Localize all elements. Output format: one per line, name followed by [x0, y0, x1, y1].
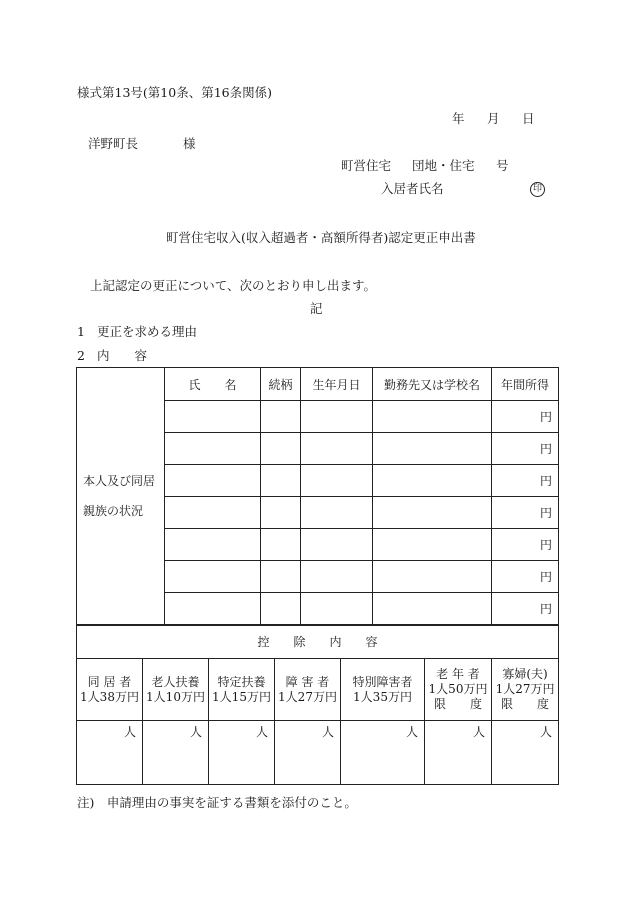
relation-cell[interactable] — [261, 561, 301, 593]
footnote: 注) 申請理由の事実を証する書類を添付のこと。 — [77, 795, 357, 810]
relation-cell[interactable] — [261, 529, 301, 561]
addressee: 洋野町長 — [88, 136, 139, 151]
header-birthdate: 生年月日 — [301, 368, 373, 401]
date-year-label: 年 — [452, 111, 465, 126]
birthdate-cell[interactable] — [301, 593, 373, 625]
deduction-elderly-dependent: 老人扶養 1人10万円 — [143, 659, 209, 721]
ki-label: 記 — [310, 301, 323, 316]
date-day-label: 日 — [522, 111, 535, 126]
section-2: 2 内 容 — [77, 348, 147, 363]
workplace-cell[interactable] — [373, 593, 492, 625]
birthdate-cell[interactable] — [301, 433, 373, 465]
relation-cell[interactable] — [261, 593, 301, 625]
header-workplace: 勤務先又は学校名 — [373, 368, 492, 401]
deduction-count-row — [77, 721, 559, 785]
name-cell[interactable] — [165, 561, 261, 593]
deduction-table — [76, 625, 559, 785]
workplace-cell[interactable] — [373, 497, 492, 529]
income-cell[interactable]: 円 — [492, 497, 559, 529]
name-cell[interactable] — [165, 529, 261, 561]
date-month-label: 月 — [487, 111, 500, 126]
intro-text: 上記認定の更正について、次のとおり申し出ます。 — [90, 278, 377, 293]
count-cell[interactable]: 人 — [77, 721, 143, 785]
income-cell[interactable]: 円 — [492, 401, 559, 433]
income-cell[interactable]: 円 — [492, 593, 559, 625]
document-title: 町営住宅収入(収入超過者・高額所得者)認定更正申出書 — [166, 230, 476, 245]
count-cell[interactable]: 人 — [425, 721, 492, 785]
deduction-specific-dependent: 特定扶養 1人15万円 — [209, 659, 275, 721]
name-cell[interactable] — [165, 433, 261, 465]
resident-name-label: 入居者氏名 — [381, 181, 444, 196]
name-cell[interactable] — [165, 593, 261, 625]
workplace-cell[interactable] — [373, 433, 492, 465]
addressee-suffix: 様 — [183, 136, 196, 151]
relation-cell[interactable] — [261, 401, 301, 433]
header-name: 氏 名 — [165, 368, 261, 401]
name-cell[interactable] — [165, 465, 261, 497]
income-cell[interactable]: 円 — [492, 465, 559, 497]
income-cell[interactable]: 円 — [492, 529, 559, 561]
seal-mark: 印 — [530, 179, 545, 197]
deduction-widow: 寡婦(夫) 1人27万円 限 度 — [492, 659, 559, 721]
workplace-cell[interactable] — [373, 561, 492, 593]
count-cell[interactable]: 人 — [209, 721, 275, 785]
housing-number: 号 — [496, 158, 509, 173]
birthdate-cell[interactable] — [301, 401, 373, 433]
housing-label: 町営住宅 — [341, 158, 392, 173]
name-cell[interactable] — [165, 401, 261, 433]
deduction-aged: 老 年 者 1人50万円 限 度 — [425, 659, 492, 721]
name-cell[interactable] — [165, 497, 261, 529]
section-1: 1 更正を求める理由 — [77, 324, 197, 339]
income-cell[interactable]: 円 — [492, 561, 559, 593]
housing-complex: 団地・住宅 — [412, 158, 475, 173]
household-row-label: 本人及び同居 親族の状況 — [77, 368, 165, 625]
count-cell[interactable]: 人 — [275, 721, 341, 785]
workplace-cell[interactable] — [373, 465, 492, 497]
household-table — [76, 367, 559, 625]
header-annual-income: 年間所得 — [492, 368, 559, 401]
deduction-disabled: 障 害 者 1人27万円 — [275, 659, 341, 721]
deduction-cohabitant: 同 居 者 1人38万円 — [77, 659, 143, 721]
workplace-cell[interactable] — [373, 529, 492, 561]
relation-cell[interactable] — [261, 433, 301, 465]
birthdate-cell[interactable] — [301, 529, 373, 561]
deduction-title: 控 除 内 容 — [77, 626, 559, 659]
count-cell[interactable]: 人 — [143, 721, 209, 785]
relation-cell[interactable] — [261, 465, 301, 497]
birthdate-cell[interactable] — [301, 465, 373, 497]
birthdate-cell[interactable] — [301, 497, 373, 529]
count-cell[interactable]: 人 — [492, 721, 559, 785]
income-cell[interactable]: 円 — [492, 433, 559, 465]
deduction-special-disabled: 特別障害者 1人35万円 — [341, 659, 425, 721]
workplace-cell[interactable] — [373, 401, 492, 433]
relation-cell[interactable] — [261, 497, 301, 529]
header-relation: 続柄 — [261, 368, 301, 401]
form-number: 様式第13号(第10条、第16条関係) — [77, 85, 272, 100]
count-cell[interactable]: 人 — [341, 721, 425, 785]
birthdate-cell[interactable] — [301, 561, 373, 593]
